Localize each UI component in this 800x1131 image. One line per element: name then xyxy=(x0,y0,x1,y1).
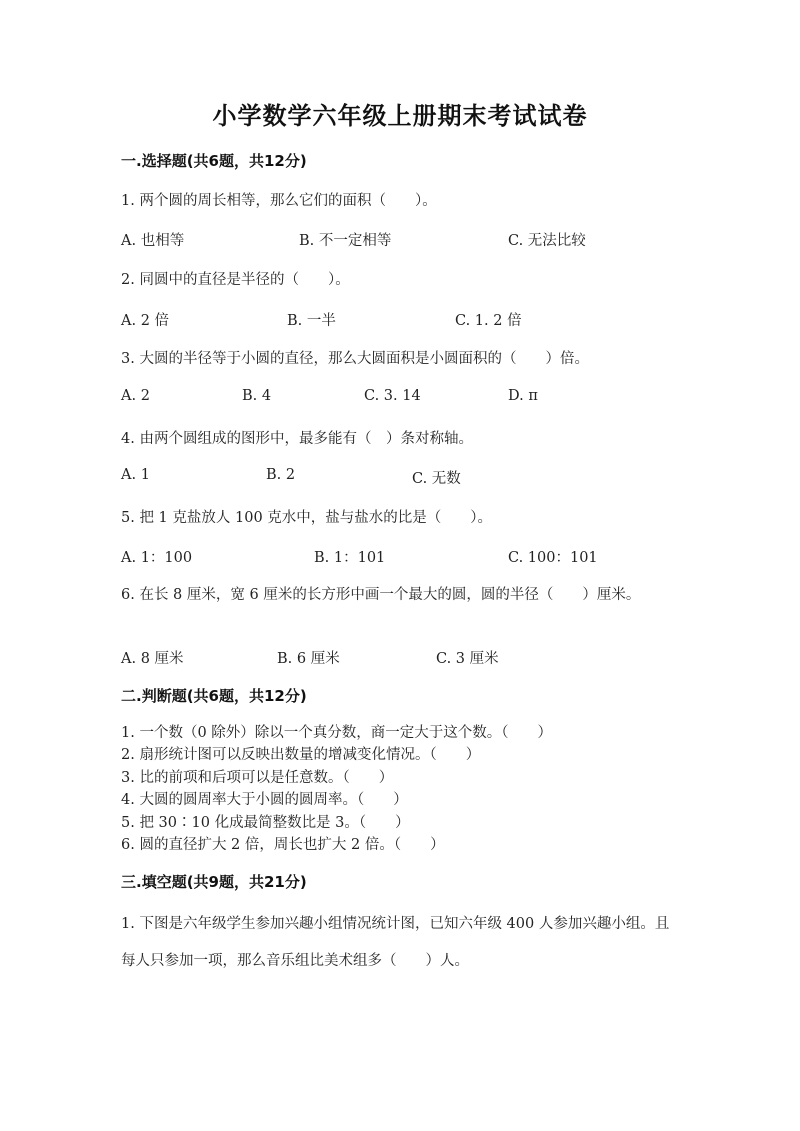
question-stem-4: 4. 由两个圆组成的图形中，最多能有（ ）条对称轴。 xyxy=(121,431,473,447)
question-stem-2: 2. 同圆中的直径是半径的（ ）。 xyxy=(121,272,350,288)
fill-question-1: 1. 下图是六年级学生参加兴趣小组情况统计图，已知六年级 400 人参加兴趣小组。且每人只参加一项，那么音乐组比美术组多（ ）人。 xyxy=(121,916,670,969)
question-stem-5: 5. 把 1 克盐放人 100 克水中，盐与盐水的比是（ ）。 xyxy=(121,510,493,526)
option-4-b: B. 2 xyxy=(266,467,296,483)
option-4-a: A. 1 xyxy=(121,467,150,483)
judge-list xyxy=(121,722,552,856)
question-stem-6: 6. 在长 8 厘米，宽 6 厘米的长方形中画一个最大的圆，圆的半径（ ）厘米。 xyxy=(121,587,641,603)
option-3-b: B. 4 xyxy=(242,388,272,404)
option-6-c: C. 3 厘米 xyxy=(436,651,499,667)
option-3-d: D. π xyxy=(508,388,538,404)
question-stem-3: 3. 大圆的半径等于小圆的直径，那么大圆面积是小圆面积的（ ）倍。 xyxy=(121,351,589,367)
section-heading-fill: 三.填空题(共9题，共21分) xyxy=(121,873,307,891)
judge-item-2: 2. 扇形统计图可以反映出数量的增减变化情况。（ ） xyxy=(121,747,481,764)
option-3-a: A. 2 xyxy=(121,388,150,404)
question-stem-1: 1. 两个圆的周长相等，那么它们的面积（ ）。 xyxy=(121,193,437,209)
option-5-b: B. 1：101 xyxy=(314,550,386,566)
page-title: 小学数学六年级上册期末考试试卷 xyxy=(212,102,588,130)
judge-item-4: 4. 大圆的圆周率大于小圆的圆周率。（ ） xyxy=(121,792,408,809)
section-heading-choice: 一.选择题(共6题，共12分) xyxy=(121,152,307,170)
option-2-b: B. 一半 xyxy=(287,313,336,329)
section-heading-judge: 二.判断题(共6题，共12分) xyxy=(121,687,307,705)
judge-item-6: 6. 圆的直径扩大 2 倍，周长也扩大 2 倍。（ ） xyxy=(121,837,445,854)
judge-item-1: 1. 一个数（0 除外）除以一个真分数，商一定大于这个数。（ ） xyxy=(121,725,553,741)
option-2-a: A. 2 倍 xyxy=(121,313,170,329)
option-1-c: C. 无法比较 xyxy=(508,233,586,249)
judge-item-3: 3. 比的前项和后项可以是任意数。（ ） xyxy=(121,769,394,786)
option-2-c: C. 1. 2 倍 xyxy=(455,313,522,329)
option-5-a: A. 1：100 xyxy=(121,550,193,566)
option-1-a: A. 也相等 xyxy=(121,233,185,249)
option-3-c: C. 3. 14 xyxy=(364,388,421,404)
judge-item-5: 5. 把 30∶10 化成最简整数比是 3。（ ） xyxy=(121,814,410,831)
option-4-c: C. 无数 xyxy=(412,471,461,487)
option-5-c: C. 100：101 xyxy=(508,550,598,566)
option-1-b: B. 不一定相等 xyxy=(299,233,392,249)
option-6-a: A. 8 厘米 xyxy=(121,651,184,667)
option-6-b: B. 6 厘米 xyxy=(277,651,340,667)
